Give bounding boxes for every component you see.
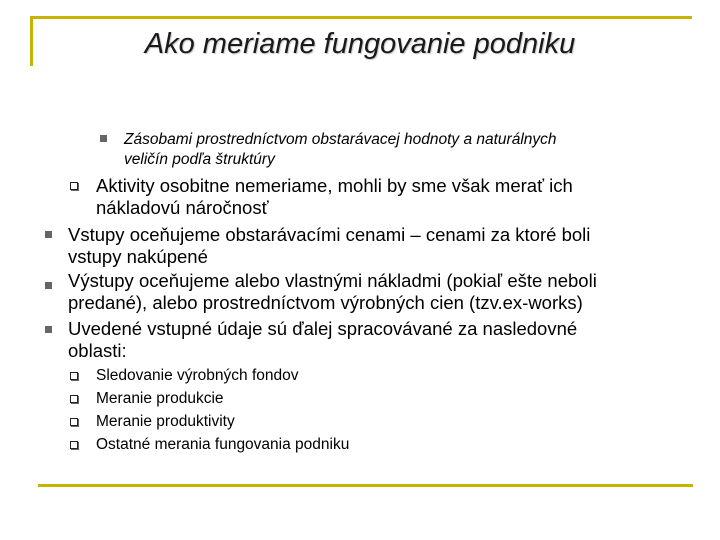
sub-bullet-text: Meranie produktivity [96,413,235,430]
filled-square-bullet-icon [100,135,107,142]
hollow-square-bullet-icon [70,182,78,190]
filled-square-bullet-icon [45,231,52,238]
bullet-text-line: Uvedené vstupné údaje sú ďalej spracovávané za nasledovné [68,318,578,339]
sub-bullet-text: Ostatné merania fungovania podniku [96,436,350,453]
hollow-square-bullet-icon [70,418,78,426]
bullet-text-line: Výstupy oceňujeme alebo vlastnými nákladmi (pokiaľ ešte neboli [68,270,597,291]
slide-title: Ako meriame fungovanie podniku [144,28,576,60]
sub-bullet-text: Sledovanie výrobných fondov [96,367,299,384]
frame-bottom-line [38,484,693,487]
bullet-text-line: vstupy nakúpené [68,246,208,267]
sub-bullet-text: Meranie produkcie [96,390,224,407]
bullet-text-line: predané), alebo prostredníctvom výrobných cien (tzv.ex-works) [68,292,583,313]
hollow-square-bullet-icon [70,372,78,380]
filled-square-bullet-icon [45,326,52,333]
bullet-text-line: veličín podľa štruktúry [124,151,275,168]
hollow-square-bullet-icon [70,441,78,449]
bullet-text-line: oblasti: [68,340,127,361]
bullet-text-line: nákladovú náročnosť [96,197,269,218]
bullet-text-line: Vstupy oceňujeme obstarávacími cenami – cenami za ktoré boli [68,224,591,245]
filled-square-bullet-icon [45,282,52,289]
frame-top-line [30,16,692,19]
bullet-text-line: Aktivity osobitne nemeriame, mohli by sme však merať ich [96,175,573,196]
bullet-text-line: Zásobami prostredníctvom obstarávacej hodnoty a naturálnych [124,131,557,148]
hollow-square-bullet-icon [70,395,78,403]
